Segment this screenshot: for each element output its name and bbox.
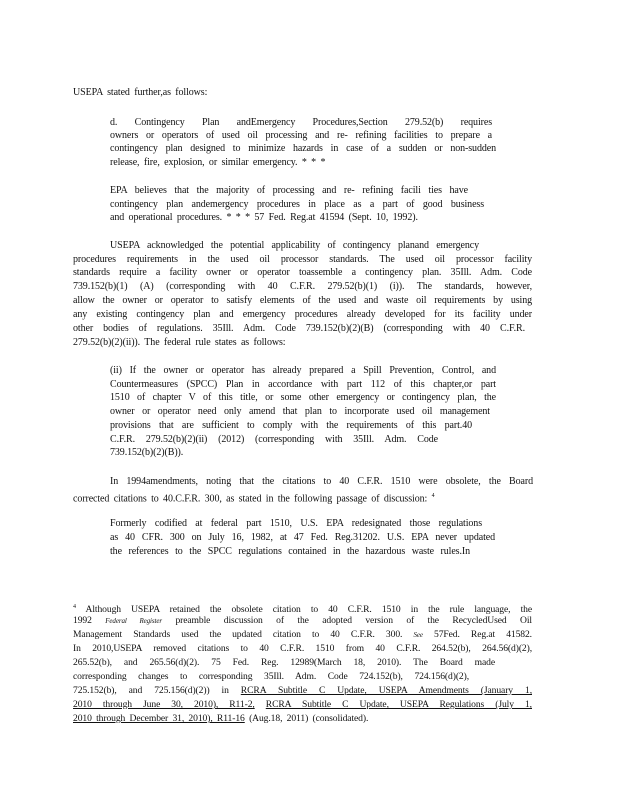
footnote-text: preamble discussion of the adopted version of the RecycledUsed Oil bbox=[175, 615, 532, 626]
footnote-line bbox=[73, 685, 532, 697]
footnote-line bbox=[73, 615, 532, 627]
quote-line: contingency plan designed to minimize hazards in case of a sudden or non-sudden bbox=[110, 143, 496, 154]
citation-link[interactable]: RCRA Subtitle C Update, USEPA Regulations (July 1, bbox=[265, 699, 532, 710]
footnote-number: 4 bbox=[73, 604, 76, 610]
footnote-line: corresponding changes to corresponding 35Ill. Adm. Code 724.152(b), 724.156(d)(2), bbox=[73, 671, 469, 682]
footnote-line bbox=[73, 699, 532, 711]
paragraph-line: procedures requirements in the used oil processor standards. The used oil processor facility bbox=[73, 254, 532, 265]
footnote-text: 725.152(b), and 725.156(d)(2)) in bbox=[73, 685, 229, 696]
quote-line: and operational procedures. * * * 57 Fed. Reg.at 41594 (Sept. 10, 1992). bbox=[110, 212, 418, 223]
footnote-text: 57Fed. Reg.at 41582. bbox=[434, 629, 532, 640]
paragraph-line: other bodies of regulations. 35Ill. Adm. Code 739.152(b)(2)(B) (corresponding with 40 C.F.R. bbox=[73, 323, 525, 334]
footnote-text: Management Standards used the updated citation to 40 C.F.R. 300. bbox=[73, 629, 403, 640]
footnote-line bbox=[73, 601, 532, 616]
paragraph-line: USEPA acknowledged the potential applicability of contingency planand emergency bbox=[110, 240, 479, 251]
quote-line: C.F.R. 279.52(b)(2)(ii) (2012) (corresponding with 35Ill. Adm. Code bbox=[110, 434, 438, 445]
quote-line: owners or operators of used oil processing and re- refining facilities to prepare a bbox=[110, 130, 492, 141]
federal-register-italic: Federal Register bbox=[105, 617, 163, 625]
quote-line: 1510 of chapter V of this title, or some other emergency or contingency plan, the bbox=[110, 392, 496, 403]
quote-line: (ii) If the owner or operator has already prepared a Spill Prevention, Control, and bbox=[110, 365, 496, 376]
quote-line: 739.152(b)(2)(B)). bbox=[110, 447, 184, 458]
quote-line: contingency plan andemergency procedures in place as a part of good business bbox=[110, 199, 484, 210]
intro-line: USEPA stated further,as follows: bbox=[73, 87, 208, 98]
quote-line: provisions that are sufficient to comply with the requirements of this part.40 bbox=[110, 420, 472, 431]
footnote-text: Although USEPA retained the obsolete citation to 40 C.F.R. 1510 in the rule language, the bbox=[85, 604, 533, 616]
quote-line: release, fire, explosion, or similar emergency. * * * bbox=[110, 157, 326, 168]
paragraph-line: standards require a facility owner or operator toassemble a contingency plan. 35Ill. Adm. Code bbox=[73, 267, 532, 278]
footnote-text: (Aug.18, 2011) (consolidated). bbox=[249, 713, 369, 724]
citation-link[interactable]: RCRA Subtitle C Update, USEPA Amendments (January 1, bbox=[240, 685, 532, 696]
quote-line: the references to the SPCC regulations contained in the hazardous waste rules.In bbox=[110, 546, 470, 557]
footnote-line: In 2010,USEPA removed citations to 40 C.F.R. 1510 from 40 C.F.R. 264.52(b), 264.56(d)(2), bbox=[73, 643, 532, 654]
see-italic: See bbox=[413, 631, 423, 639]
quote-line: owner or operator need only amend that plan to incorporate used oil management bbox=[110, 406, 490, 417]
footnote-line: 265.52(b), and 265.56(d)(2). 75 Fed. Reg. 12989(March 18, 2010). The Board made bbox=[73, 657, 495, 668]
paragraph-text: corrected citations to 40.C.F.R. 300, as stated in the following passage of discussion: bbox=[73, 493, 428, 505]
paragraph-line bbox=[73, 490, 434, 505]
paragraph-line: 739.152(b)(1) (A) (corresponding with 40 C.F.R. 279.52(b)(1) (i)). The standards, however, bbox=[73, 281, 532, 292]
paragraph-line: 279.52(b)(2)(ii)). The federal rule states as follows: bbox=[73, 337, 286, 348]
paragraph-line: In 1994amendments, noting that the citations to 40 C.F.R. 1510 were obsolete, the Board bbox=[110, 476, 533, 487]
footnote-line bbox=[73, 713, 368, 725]
quote-line: d. Contingency Plan andEmergency Procedures,Section 279.52(b) requires bbox=[110, 117, 492, 128]
citation-link[interactable]: 2010 through December 31, 2010), R11-16 bbox=[73, 713, 245, 724]
paragraph-line: allow the owner or operator to satisfy elements of the used and waste oil requirements by using bbox=[73, 295, 532, 306]
footnote-line bbox=[73, 629, 532, 641]
quote-line: as 40 CFR. 300 on July 16, 1982, at 47 Fed. Reg.31202. U.S. EPA never updated bbox=[110, 532, 495, 543]
quote-line: Countermeasures (SPCC) Plan in accordance with part 112 of this chapter,or part bbox=[110, 379, 496, 390]
footnote-reference[interactable]: 4 bbox=[431, 493, 435, 499]
quote-line: EPA believes that the majority of processing and re- refining facili ties have bbox=[110, 185, 468, 196]
citation-link[interactable]: 2010 through June 30, 2010), R11-2, bbox=[73, 699, 255, 710]
quote-line: Formerly codified at federal part 1510, U.S. EPA redesignated those regulations bbox=[110, 518, 482, 529]
paragraph-line: any existing contingency plan and emergency procedures already developed for its facility under bbox=[73, 309, 532, 320]
footnote-text: 1992 bbox=[73, 615, 92, 626]
